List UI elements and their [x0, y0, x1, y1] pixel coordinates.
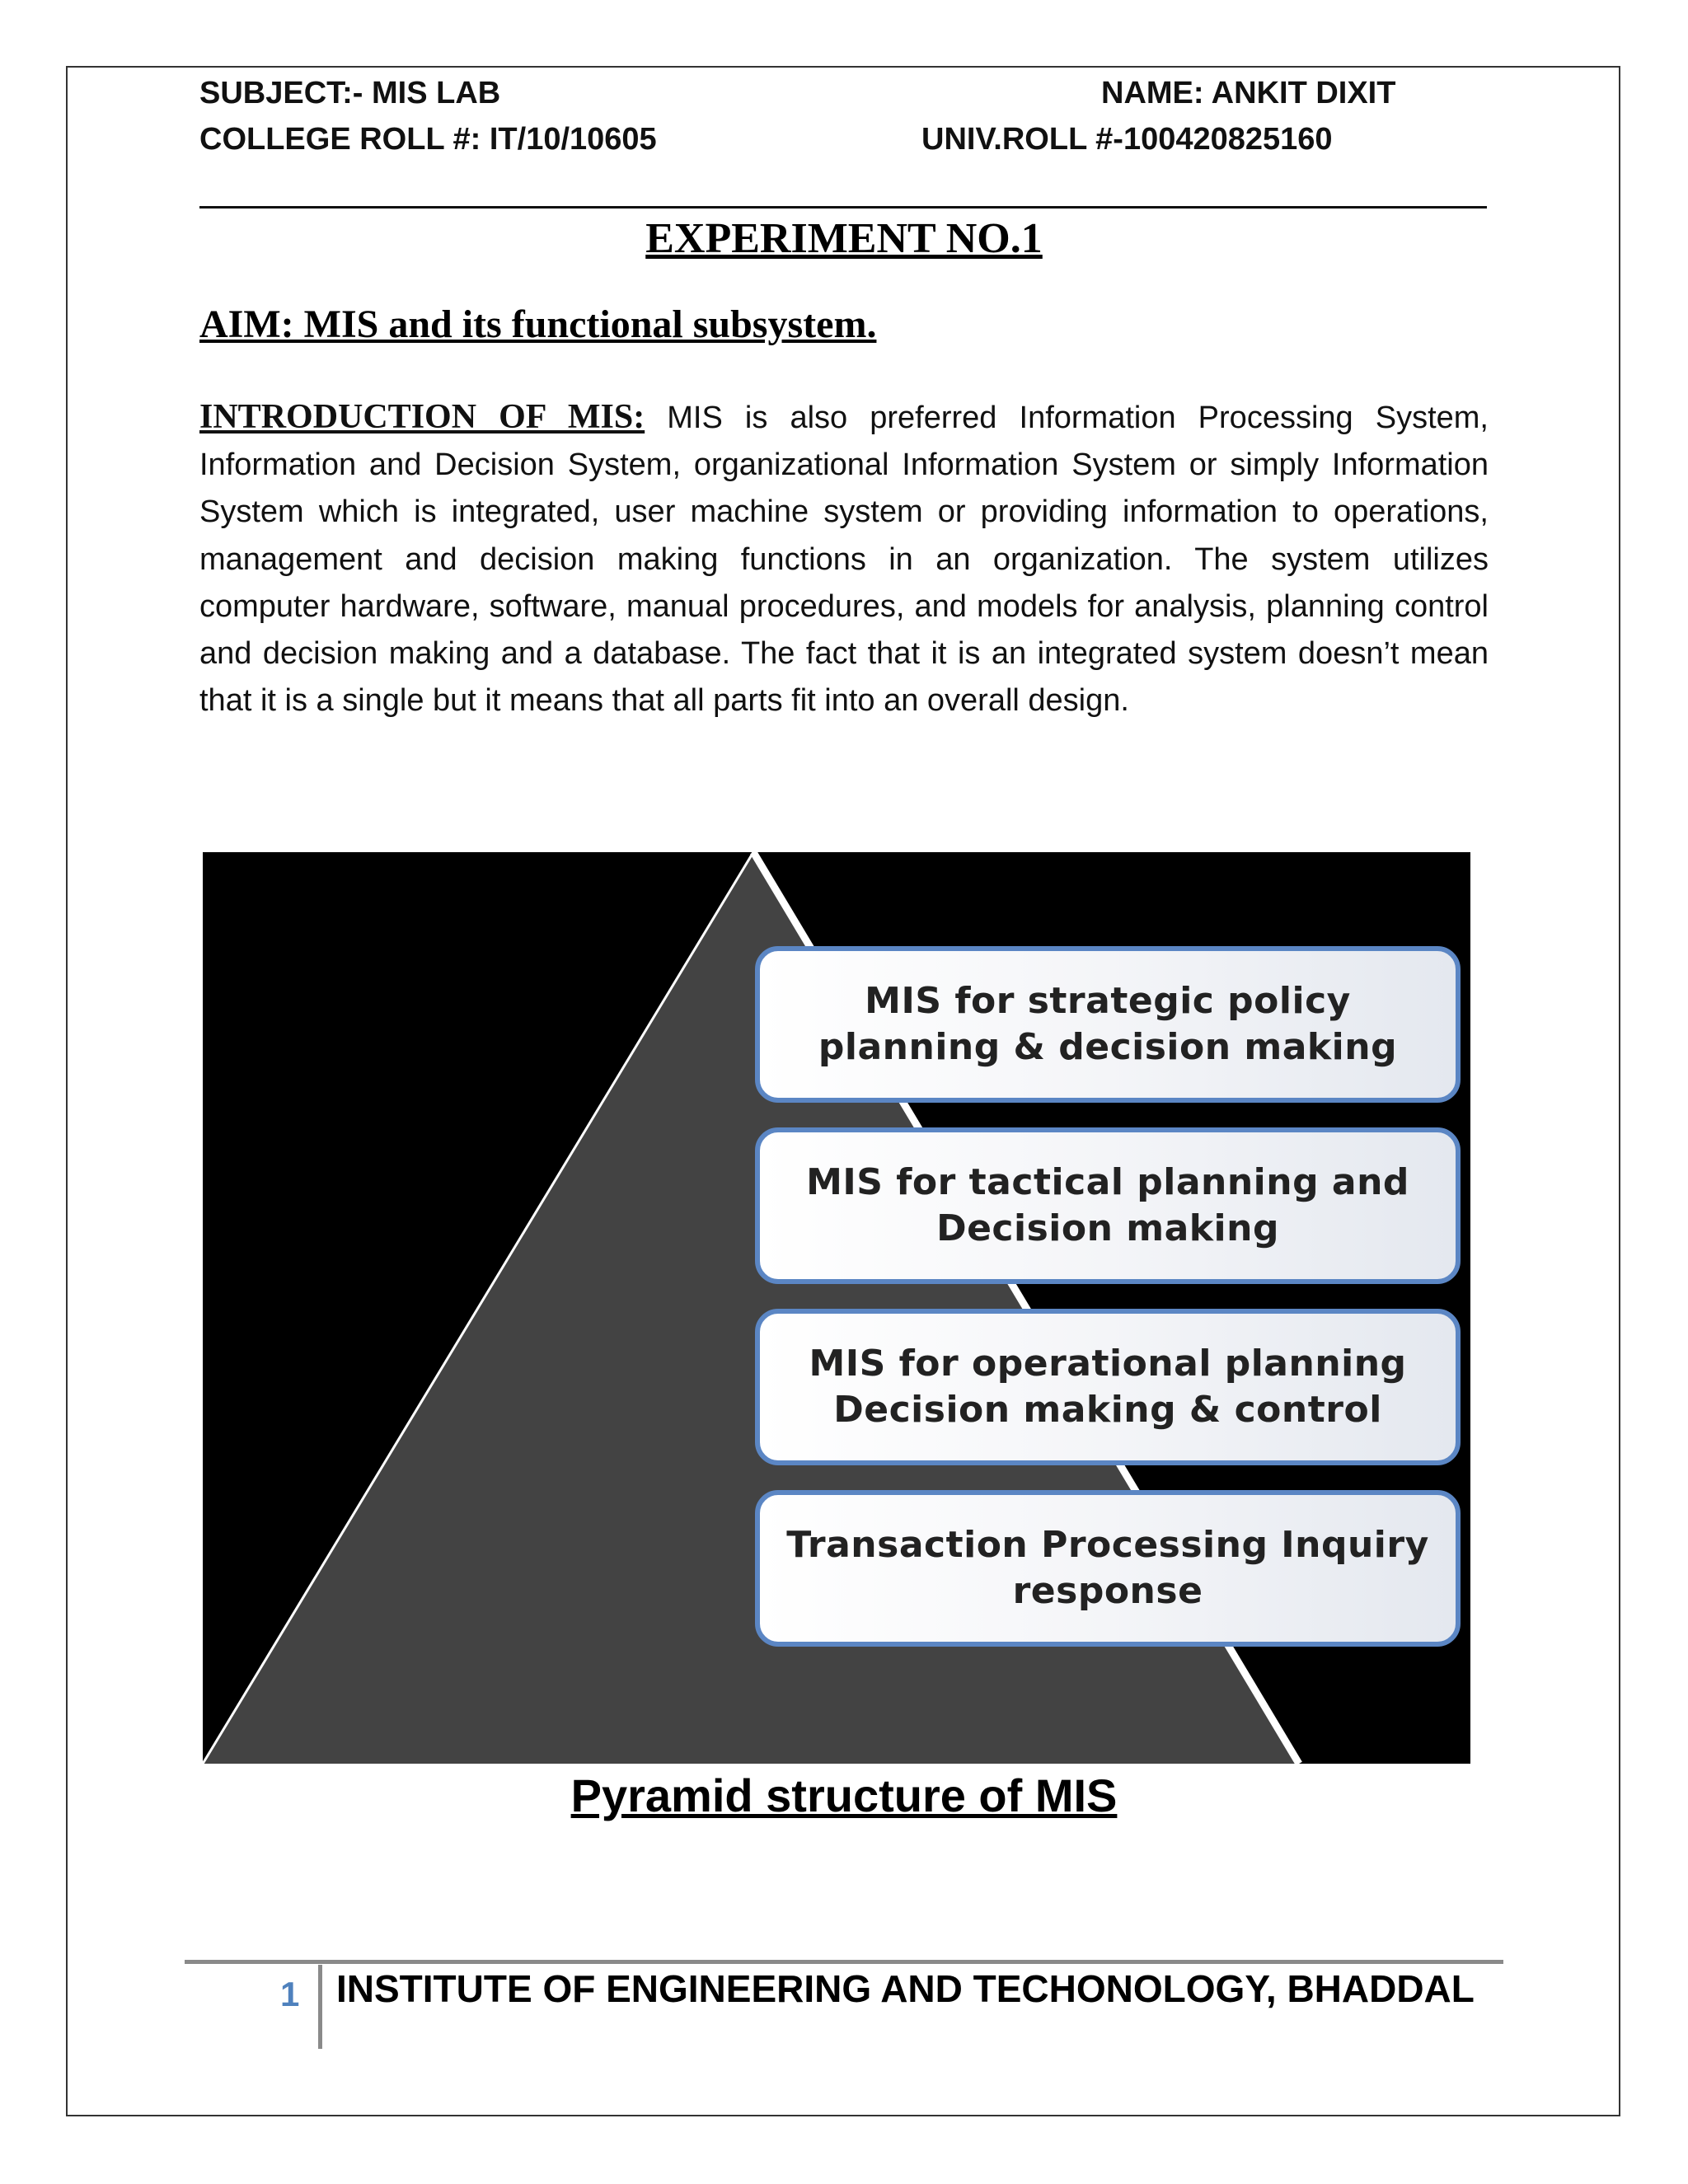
introduction-heading: INTRODUCTION OF MIS:: [199, 398, 645, 436]
subject-label: SUBJECT:- MIS LAB: [199, 76, 501, 110]
diagram-caption: Pyramid structure of MIS: [570, 1769, 1118, 1821]
university-roll: UNIV.ROLL #-100420825160: [921, 122, 1333, 157]
pyramid-level-transaction: Transaction Processing Inquiry response: [755, 1490, 1461, 1647]
aim-heading: AIM: MIS and its functional subsystem.: [199, 302, 877, 346]
introduction-paragraph: [199, 394, 1489, 724]
mis-pyramid-diagram: [203, 852, 1470, 1764]
page-number: 1: [280, 1975, 300, 2013]
pyramid-level-operational: MIS for operational planning Decision making & control: [755, 1309, 1461, 1465]
institute-name: INSTITUTE OF ENGINEERING AND TECHONOLOGY, BHADDAL: [336, 1967, 1475, 2010]
college-roll: COLLEGE ROLL #: IT/10/10605: [199, 122, 657, 157]
experiment-title: EXPERIMENT NO.1: [645, 215, 1043, 262]
footer-divider: [185, 1960, 1503, 1964]
header-divider: [199, 206, 1487, 209]
footer-separator: [318, 1965, 322, 2049]
student-name: NAME: ANKIT DIXIT: [1101, 76, 1396, 110]
pyramid-level-tactical: MIS for tactical planning and Decision making: [755, 1127, 1461, 1284]
introduction-text: MIS is also preferred Information Processing System, Information and Decision System, organizational Information System or simply Information System which is integrated, user machine system or providing information to operations, management and decision making functions in an organization. The system utilizes computer hardware, software, manual procedures, and models for analysis, planning control and decision making and a database. The fact that it is an integrated system doesn’t mean that it is a single but it means that all parts fit into an overall design.: [199, 401, 1489, 719]
pyramid-level-strategic: MIS for strategic policy planning & decision making: [755, 946, 1461, 1103]
